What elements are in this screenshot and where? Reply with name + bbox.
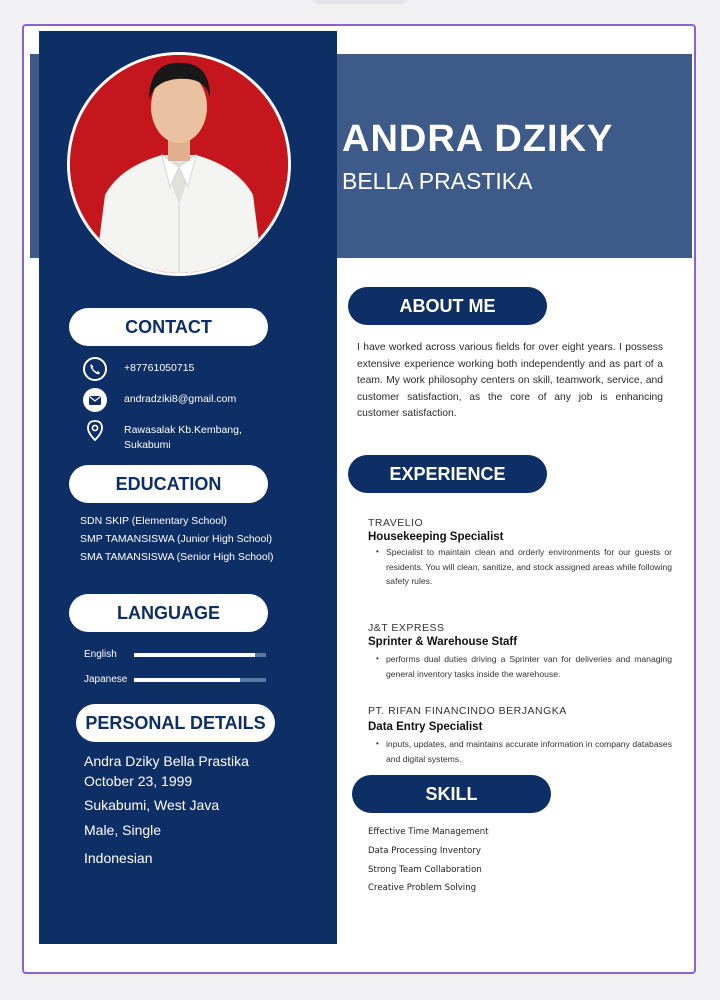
contact-email-row [82, 387, 236, 413]
experience-description: • Specialist to maintain clean and orderly environments for our guests or residents. You will clean, sanitize, and stock assigned areas while following safety rules. [376, 545, 672, 589]
skill-item: Strong Team Collaboration [368, 865, 482, 875]
skill-heading: SKILL [352, 775, 551, 813]
experience-company: J&T EXPRESS [368, 622, 445, 634]
experience-role: Housekeeping Specialist [368, 531, 504, 543]
language-heading: LANGUAGE [69, 594, 268, 632]
address-line-1: Rawasalak Kb.Kembang, [124, 424, 242, 436]
experience-company: PT. RIFAN FINANCINDO BERJANGKA [368, 705, 567, 717]
skill-item: Effective Time Management [368, 827, 489, 837]
location-pin-icon [82, 418, 108, 444]
contact-address-row [82, 418, 242, 453]
about-heading: ABOUT ME [348, 287, 547, 325]
personal-nationality: Indonesian [84, 850, 153, 866]
personal-name: Andra Dziky Bella Prastika [84, 753, 249, 769]
personal-birthplace: Sukabumi, West Java [84, 797, 220, 813]
language-japanese-bar [134, 678, 266, 682]
personal-birthdate: October 23, 1999 [84, 773, 193, 789]
language-japanese-label: Japanese [84, 674, 128, 685]
personal-status: Male, Single [84, 822, 162, 838]
experience-role: Data Entry Specialist [368, 721, 483, 733]
language-english-bar [134, 653, 266, 657]
about-text: I have worked across various fields for over eight years. I possess extensive experience working both independently and as part of a team. My work philosophy centers on skill, teamwork, service, and customer satisfaction, as the core of any job is enhancing customer satisfaction. [357, 342, 663, 419]
personal-details-heading: PERSONAL DETAILS [76, 704, 275, 742]
contact-address [124, 418, 242, 453]
name-last: BELLA PRASTIKA [342, 168, 533, 194]
contact-phone: +87761050715 [124, 362, 195, 374]
experience-description: • inputs, updates, and maintains accurate information in company databases and digital systems. [376, 737, 672, 766]
experience-description: • performs dual duties driving a Sprinter van for deliveries and managing general inventory tasks inside the warehouse. [376, 652, 672, 681]
contact-phone-row [82, 356, 194, 382]
contact-heading: CONTACT [69, 308, 268, 346]
education-item: SMP TAMANSISWA (Junior High School) [80, 533, 273, 545]
skill-item: Creative Problem Solving [368, 883, 477, 893]
name-first: ANDRA DZIKY [342, 118, 614, 160]
language-japanese-fill [134, 678, 240, 682]
experience-role: Sprinter & Warehouse Staff [368, 636, 518, 648]
language-english-label: English [84, 649, 117, 660]
education-item: SDN SKIP (Elementary School) [80, 515, 227, 527]
experience-company: TRAVELIO [368, 517, 424, 529]
skill-item: Data Processing Inventory [368, 846, 481, 856]
profile-photo [67, 52, 291, 276]
language-english-fill [134, 653, 255, 657]
experience-heading: EXPERIENCE [348, 455, 547, 493]
education-item: SMA TAMANSISWA (Senior High School) [80, 551, 274, 563]
phone-icon [82, 356, 108, 382]
person-portrait [70, 55, 288, 273]
window-top-tab [310, 0, 410, 4]
contact-email: andradziki8@gmail.com [124, 393, 237, 405]
address-line-2: Sukabumi [124, 439, 171, 451]
email-icon [82, 387, 108, 413]
education-heading: EDUCATION [69, 465, 268, 503]
